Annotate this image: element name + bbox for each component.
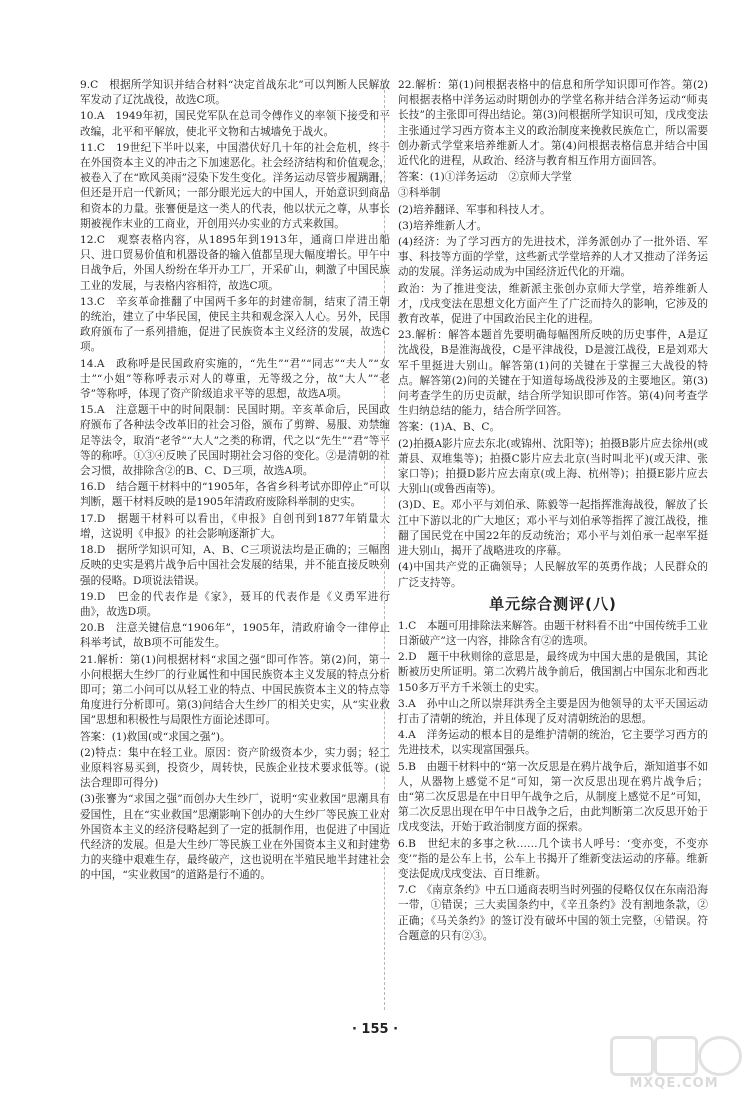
answer-item: 6.B 世纪末的多事之秋……几个读书人呼号：‘变亦变，不变亦变’”指的是公车上书，公车上书揭开了维新变法运动的序幕。维新变法促成戊戌变法、百日维新。 — [398, 837, 708, 880]
answer-item: (2)培养翻译、军事和科技人才。 — [398, 203, 551, 216]
answer-item: (3)D、E。邓小平与刘伯承、陈毅等一起指挥淮海战役，解放了长江中下游以北的广大地区；邓小平与刘伯承等指挥了渡江战役，推翻了国民党在中国22年的反动统治；邓小平与刘伯承一起率军挺进大别山，揭开了战略进攻的序幕。 — [398, 499, 708, 558]
answer-item: 22.解析：第(1)问根据表格中的信息和所学知识即可作答。第(2)问根据表格中洋务运动时期创办的学堂名称并结合洋务运动“师夷长技”的主张即可得出结论。第(3)问根据所学知识可知，戊戌变法主张通过学习西方资本主义的政治制度来挽救民族危亡，所以需要创办新式学堂来培养维新人才。第(4)问根据表格信息并结合中国近代化的进程，从政治、经济与教育相互作用方面回答。 — [398, 79, 708, 168]
answer-item: 13.C 辛亥革命推翻了中国两千多年的封建帝制，结束了清王朝的统治，建立了中华民国，使民主共和观念深入人心。另外，民国政府颁布了一系列措施，促进了民族资本主义经济的发展，故选C项。 — [80, 295, 390, 354]
answer-item: 3.A 孙中山之所以崇拜洪秀全主要是因为他领导的太平天国运动打击了清朝的统治，并且体现了反对清朝统治的思想。 — [398, 697, 708, 725]
left-column — [80, 78, 390, 885]
answer-item: (3)培养维新人才。 — [398, 219, 488, 232]
answer-item: 5.B 由题干材料中的“第一次反思是在鸦片战争后，渐知道事不如人，从器物上感觉不足”可知，第一次反思出现在鸦片战争后；由“第二次反思是在中日甲午战争之后，从制度上感觉不足”可知，第二次反思出现在甲午中日战争之后，由此判断第二次反思开始于戊戌变法，开始于政治制度方面的探索。 — [398, 760, 708, 834]
answer-item: ③科举制 — [398, 187, 441, 200]
answer-item: 答案：(1)①洋务运动 ②京师大学堂 — [398, 171, 572, 184]
answer-item: 15.A 注意题干中的时间限制：民国时期。辛亥革命后，民国政府颁布了各种法令改革旧的社会习俗，颁布了剪辫、易服、劝禁缠足等法令，取消“老爷”“大人”之类的称谓，代之以“先生”“君”等平等的称呼。①③④反映了民国时期社会习俗的变化。②是清朝的社会习惯，故排除含②的B、C、D三项，故选A项。 — [80, 404, 390, 478]
answer-item: 1.C 本题可用排除法来解答。由题干材料看不出“中国传统手工业日渐破产”这一内容，排除含有②的选项。 — [398, 619, 708, 647]
answer-item: 4.A 洋务运动的根本目的是维护清朝的统治，它主要学习西方的先进技术，以实现富国强兵。 — [398, 729, 708, 757]
answer-item: 23.解析：解答本题首先要明确每幅图所反映的历史事件，A是辽沈战役，B是淮海战役，C是平津战役，D是渡江战役，E是刘邓大军千里挺进大别山。解答第(1)问的关键在于掌握三大战役的特点。解答第(2)问的关键在于知道每场战役涉及的主要地区。第(3)问考查学生的历史贡献，结合所学知识即可作答。第(4)问考查学生归纳总结的能力，结合所学回答。 — [398, 329, 708, 418]
answer-item: (4)经济：为了学习西方的先进技术，洋务派创办了一批外语、军事、科技等方面的学堂，这些新式学堂培养的人才又推动了洋务运动的发展。洋务运动成为中国经济近代化的开端。 — [398, 236, 708, 279]
page-number: · 155 · — [351, 1022, 399, 1037]
answer-item: 20.B 注意关键信息“1906年”，1905年，清政府谕令一律停止科举考试，故B项不可能发生。 — [80, 622, 390, 650]
answer-item: 2.D 题干中秋则徐的意思是，最终成为中国大患的是俄国，其论断被历史所证明。第二次鸦片战争前后，俄国割占中国东北和西北150多万平方千米领土的史实。 — [398, 651, 708, 694]
section-heading: 单元综合测评(八) — [489, 594, 617, 613]
answer-item: 答案：(1)A、B、C。 — [398, 421, 501, 434]
answer-item: 14.A 政称呼是民国政府实施的，“先生”“君”“同志”“夫人”“女士”“小姐”等称呼表示对人的尊重，无等级之分，故“大人”“老爷”等称呼，体现了资产阶级追求平等的思想，故选A项。 — [80, 357, 390, 401]
answer-item: 10.A 1949年初，国民党军队在总司令傅作义的率领下接受和平改编，北平和平解放，使北平文物和古城墙免于战火。 — [80, 110, 390, 138]
answer-item: (3)张謇为“求国之强”而创办大生纱厂，说明“实业救国”思潮具有爱国性，且在“实业救国”思潮影响下创办的大生纱厂等民族工业对外国资本主义的经济侵略起到了一定的抵制作用，也促进了中国近代经济的发展。但是大生纱厂等民族工业在外国资本主义和封建势力的夹缝中艰难生存，最终破产，这也说明在半殖民地半封建社会的中国，“实业救国”的道路是行不通的。 — [80, 793, 390, 882]
answer-item: 18.D 据所学知识可知，A、B、C三项说法均是正确的；三幅图反映的史实是鸦片战争后中国社会发展的结果，并不能直接反映列强的侵略。D项说法错误。 — [80, 544, 390, 587]
right-column — [398, 78, 708, 945]
mxqe-logo-watermark-icon — [606, 1034, 742, 1074]
answer-item: 21.解析：第(1)问根据材料“求国之强”即可作答。第(2)问，第一小问根据大生纱厂的行业属性和中国民族资本主义发展的特点分析即可；第二小问可以从轻工业的特点、中国民族资本主义的特点等角度进行分析即可。第(3)问结合大生纱厂的相关史实，从“实业救国”思想和积极性与局限性方面论述即可。 — [80, 653, 390, 727]
watermark-logo — [606, 1034, 742, 1094]
answer-item: 17.D 据题干材料可以看出，《申报》自创刊到1877年销量大增，这说明《申报》的社会影响逐渐扩大。 — [80, 512, 390, 540]
answer-item: 11.C 19世纪下半叶以来，中国潜伏好几十年的社会危机，终于在外国资本主义的冲击之下加速恶化。社会经济结构和价值观念，被卷入了在“欧风美雨”浸染下发生变化。洋务运动尽管步履蹒跚，但还是开启一代新风；一部分眼光远大的中国人，开始意识到商品和资本的力量。张謇便是这一类人的代表，他以状元之尊，从事长期被视作末业的工商业，开创用兴办实业的方式来救国。 — [80, 141, 390, 230]
answer-item: 政治：为了推进变法，维新派主张创办京师大学堂，培养维新人才，戊戌变法在思想文化方面产生了广泛而持久的影响，它涉及的教育改革，促进了中国政治民主化的进程。 — [398, 282, 708, 326]
watermark-url: MXQE.COM — [629, 1076, 719, 1091]
answer-item: (2)拍摄A影片应去东北(或锦州、沈阳等)；拍摄B影片应去徐州(或萧县、双堆集等)；拍摄C影片应去北京(当时叫北平)(或天津、张家口等)；拍摄D影片应去南京(或上海、杭州等)；拍摄E影片应去大别山(或鲁西南等)。 — [398, 437, 708, 496]
answer-item: 7.C 《南京条约》中五口通商表明当时列强的侵略仅仅在东南沿海一带，①错误；三大卖国条约中，《辛丑条约》没有割地条款，②正确；《马关条约》的签订没有破坏中国的领土完整，④错误。符合题意的只有②③。 — [398, 884, 708, 942]
column-divider — [384, 80, 385, 1010]
answer-item: 19.D 巴金的代表作是《家》，聂耳的代表作是《义勇军进行曲》，故选D项。 — [80, 590, 390, 618]
answer-item: 答案：(1)救国(或“求国之强”)。 — [80, 730, 231, 743]
answer-item: 16.D 结合题干材料中的“1905年，各省乡科考试亦即停止”可以判断，题干材料反映的是1905年清政府废除科举制的史实。 — [80, 481, 390, 509]
answer-item: 9.C 根据所学知识并结合材料“决定首战东北”可以判断人民解放军发动了辽沈战役，故选C项。 — [80, 79, 390, 107]
answer-item: (4)中国共产党的正确领导；人民解放军的英勇作战；人民群众的广泛支持等。 — [398, 561, 708, 589]
answer-item: 12.C 观察表格内容，从1895年到1913年，通商口岸进出船只、进口贸易价值和机器设备的输入值都呈现大幅度增长。甲午中日战争后，外国人纷纷在华开办工厂，开采矿山，刺激了中国民族工业的发展，与表格内容相符，故选C项。 — [80, 234, 390, 292]
answer-item: (2)特点：集中在轻工业。原因：资产阶级资本少，实力弱；轻工业原料容易买到，投资少，周转快，民族企业技术要求低等。(说法合理即可得分) — [80, 746, 390, 790]
